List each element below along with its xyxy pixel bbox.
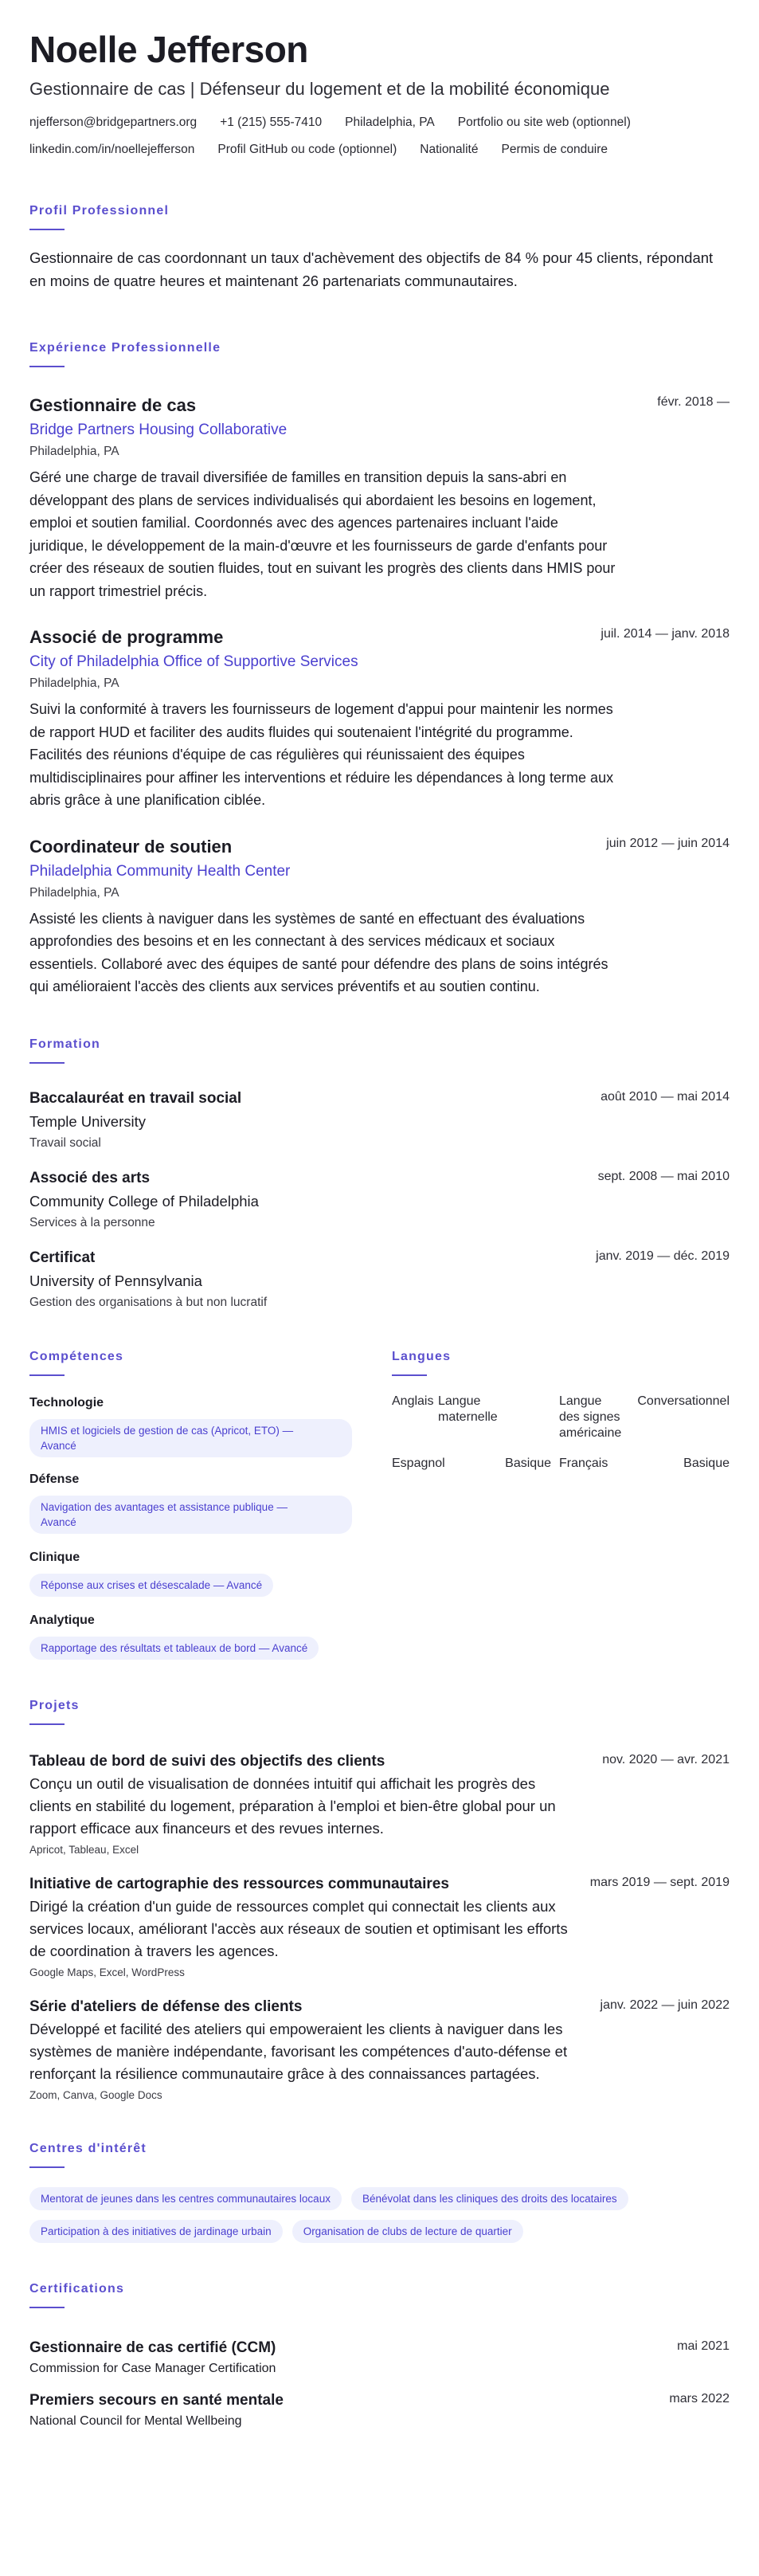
- project-description: Développé et facilité des ateliers qui empoweraient les clients à naviguer dans les systèmes de manière indépendante, favorisant les compétences d'auto-défense et renforçant la résilience communautaire grâce à des connaissances partagées.: [29, 2020, 568, 2082]
- projects-section: [29, 1698, 730, 2103]
- education-degree: Certificat: [29, 1249, 96, 1266]
- project-entry: [29, 1752, 730, 1857]
- project-title: Initiative de cartographie des ressources communautaires: [29, 1875, 449, 1892]
- job-dates: févr. 2018 —: [657, 395, 730, 409]
- certification-entry: [29, 2339, 730, 2377]
- skill-category: [29, 1613, 392, 1660]
- contact-list: [29, 115, 730, 158]
- education-field: Travail social: [29, 1135, 101, 1150]
- project-title: Tableau de bord de suivi des objectifs des clients: [29, 1752, 385, 1770]
- job-title: Associé de programme: [29, 627, 224, 647]
- job-dates: juil. 2014 — janv. 2018: [601, 627, 730, 641]
- languages-table: [392, 1394, 730, 1472]
- interest-pill: Mentorat de jeunes dans les centres communautaires locaux: [29, 2187, 342, 2210]
- education-dates: sept. 2008 — mai 2010: [597, 1169, 730, 1183]
- contact-location: Philadelphia, PA: [345, 116, 435, 129]
- project-dates: janv. 2022 — juin 2022: [600, 1998, 730, 2012]
- section-title-projects: Projets: [29, 1698, 80, 1712]
- candidate-name: Noelle Jefferson: [29, 29, 308, 70]
- skills-languages-row: [29, 1349, 730, 1660]
- certification-name: Gestionnaire de cas certifié (CCM): [29, 2339, 276, 2356]
- interests-list: [29, 2187, 730, 2243]
- contact-email[interactable]: njefferson@bridgepartners.org: [29, 116, 198, 129]
- interest-pill: Participation à des initiatives de jardinage urbain: [29, 2220, 283, 2243]
- resume-header: [29, 29, 730, 158]
- education-school: University of Pennsylvania: [29, 1272, 202, 1289]
- project-dates: nov. 2020 — avr. 2021: [602, 1752, 730, 1766]
- contact-nationality: Nationalité: [420, 143, 479, 156]
- contact-linkedin[interactable]: linkedin.com/in/noellejefferson: [29, 143, 195, 156]
- certification-date: mars 2022: [669, 2391, 730, 2405]
- job-location: Philadelphia, PA: [29, 885, 119, 900]
- job-description: Suivi la conformité à travers les fournisseurs de logement d'appui pour maintenir les normes de rapport HUD et faciliter des audits fluides qui soutenaient l'intégrité du programme. Facilités des réunions d'équipe de cas régulières qui réunissaient des équipes multidisciplinaires pour affiner les interventions et réduire les dépendances à long terme aux abris grâce à une planification ciblée.: [29, 701, 614, 808]
- job-entry: [29, 394, 730, 602]
- language-level: Basique: [683, 1456, 730, 1470]
- education-field: Services à la personne: [29, 1215, 155, 1229]
- section-title-interests: Centres d'intérêt: [29, 2141, 147, 2155]
- education-degree: Associé des arts: [29, 1169, 151, 1186]
- contact-portfolio[interactable]: Portfolio ou site web (optionnel): [457, 116, 631, 129]
- project-dates: mars 2019 — sept. 2019: [589, 1875, 730, 1889]
- experience-section: [29, 340, 730, 998]
- section-title-languages: Langues: [392, 1349, 452, 1363]
- skill-category-name: Défense: [29, 1472, 80, 1486]
- job-title: Gestionnaire de cas: [29, 395, 197, 415]
- education-entry: [29, 1249, 730, 1311]
- project-tech: Google Maps, Excel, WordPress: [29, 1966, 185, 1978]
- section-title-certifications: Certifications: [29, 2281, 125, 2296]
- skill-category-name: Technologie: [29, 1395, 104, 1410]
- profile-summary: Gestionnaire de cas coordonnant un taux d'achèvement des objectifs de 84 % pour 45 clients, répondant en moins de quatre heures et maintenant 26 partenariats communautaires.: [29, 249, 714, 289]
- job-location: Philadelphia, PA: [29, 676, 119, 690]
- education-dates: août 2010 — mai 2014: [601, 1089, 730, 1104]
- language-name: Langue des signes américaine: [559, 1394, 622, 1440]
- education-entry: [29, 1169, 730, 1231]
- skill-category-name: Analytique: [29, 1613, 95, 1627]
- section-divider: [29, 2307, 65, 2308]
- languages-section: [392, 1349, 730, 1660]
- project-description: Conçu un outil de visualisation de données intuitif qui affichait les progrès des clients en stabilité du logement, préparation à l'emploi et bien-être global pour un rapport efficace aux financeurs et des revues internes.: [29, 1774, 556, 1837]
- interest-pill: Organisation de clubs de lecture de quartier: [292, 2220, 523, 2243]
- section-divider: [29, 229, 65, 230]
- section-divider: [29, 1723, 65, 1725]
- job-dates: juin 2012 — juin 2014: [606, 836, 730, 850]
- certification-issuer: National Council for Mental Wellbeing: [29, 2413, 242, 2428]
- project-tech: Apricot, Tableau, Excel: [29, 1843, 139, 1856]
- job-entry: [29, 626, 730, 812]
- certification-date: mai 2021: [677, 2339, 730, 2353]
- skill-category: [29, 1550, 392, 1597]
- certification-issuer: Commission for Case Manager Certification: [29, 2361, 276, 2375]
- section-title-education: Formation: [29, 1037, 101, 1051]
- section-divider: [29, 1062, 65, 1064]
- language-name: Anglais: [392, 1394, 434, 1408]
- skill-pill: Navigation des avantages et assistance publique — Avancé: [29, 1496, 352, 1534]
- skill-category: [29, 1395, 392, 1457]
- job-description: Assisté les clients à naviguer dans les systèmes de santé en effectuant des évaluations approfondies des besoins et en les connectant à des services médicaux et sociaux essentiels. Collaboré avec des équipes de santé pour défendre des plans de soins intégrés qui amélioraient l'accès des clients aux services préventifs et au soutien continu.: [29, 910, 608, 994]
- language-level: Langue maternelle: [438, 1394, 498, 1424]
- section-divider: [392, 1374, 427, 1376]
- profile-section: [29, 203, 730, 292]
- project-title: Série d'ateliers de défense des clients: [29, 1998, 303, 2015]
- skill-category-name: Clinique: [29, 1550, 80, 1564]
- education-dates: janv. 2019 — déc. 2019: [596, 1249, 730, 1263]
- project-tech: Zoom, Canva, Google Docs: [29, 2088, 162, 2101]
- contact-phone[interactable]: +1 (215) 555-7410: [220, 116, 323, 129]
- skill-pill: Rapportage des résultats et tableaux de bord — Avancé: [29, 1637, 319, 1660]
- language-name: Français: [559, 1456, 608, 1470]
- section-title-profile: Profil Professionnel: [29, 204, 170, 218]
- job-organization: City of Philadelphia Office of Supportive Services: [29, 653, 358, 670]
- candidate-headline: Gestionnaire de cas | Défenseur du logement et de la mobilité économique: [29, 79, 610, 99]
- job-organization: Philadelphia Community Health Center: [29, 862, 291, 880]
- education-section: [29, 1037, 730, 1311]
- certifications-section: [29, 2281, 730, 2429]
- section-divider: [29, 366, 65, 367]
- certification-entry: [29, 2391, 730, 2429]
- interest-pill: Bénévolat dans les cliniques des droits des locataires: [351, 2187, 628, 2210]
- project-entry: [29, 1998, 730, 2103]
- project-entry: [29, 1875, 730, 1980]
- language-level: Basique: [505, 1456, 551, 1470]
- skills-section: [29, 1349, 392, 1660]
- section-divider: [29, 1374, 65, 1376]
- job-organization: Bridge Partners Housing Collaborative: [29, 421, 288, 438]
- section-title-skills: Compétences: [29, 1349, 124, 1363]
- education-field: Gestion des organisations à but non lucratif: [29, 1295, 268, 1309]
- job-location: Philadelphia, PA: [29, 445, 119, 458]
- job-entry: [29, 836, 730, 998]
- interests-section: [29, 2141, 730, 2243]
- language-name: Espagnol: [392, 1456, 445, 1470]
- section-title-experience: Expérience Professionnelle: [29, 341, 221, 355]
- education-school: Temple University: [29, 1112, 146, 1130]
- certification-name: Premiers secours en santé mentale: [29, 2391, 284, 2409]
- skill-pill: HMIS et logiciels de gestion de cas (Apricot, ETO) — Avancé: [29, 1419, 352, 1457]
- skill-pill: Réponse aux crises et désescalade — Avancé: [29, 1574, 273, 1597]
- project-description: Dirigé la création d'un guide de ressources complet qui connectait les clients aux services locaux, améliorant l'accès aux réseaux de soutien et optimisant les efforts de coordination à travers les agences.: [29, 1897, 568, 1959]
- section-divider: [29, 2166, 65, 2168]
- job-title: Coordinateur de soutien: [29, 836, 233, 857]
- education-entry: [29, 1089, 730, 1151]
- language-level: Conversationnel: [637, 1394, 730, 1408]
- contact-github[interactable]: Profil GitHub ou code (optionnel): [217, 143, 397, 156]
- contact-license: Permis de conduire: [501, 143, 608, 156]
- education-school: Community College of Philadelphia: [29, 1192, 259, 1210]
- job-description: Géré une charge de travail diversifiée de familles en transition depuis la sans-abri en développant des plans de services individualisés qui abordaient les besoins en logement, emploi et soutien familial. Coordonnés avec des agences partenaires incluant l'aide juridique, le développement de la main-d'œuvre et les fournisseurs de garde d'enfants pour créer des réseaux de soutien fluides, tout en suivant les progrès des clients dans HMIS pour un rapport trimestriel précis.: [29, 469, 616, 599]
- education-degree: Baccalauréat en travail social: [29, 1089, 242, 1107]
- skill-category: [29, 1472, 392, 1534]
